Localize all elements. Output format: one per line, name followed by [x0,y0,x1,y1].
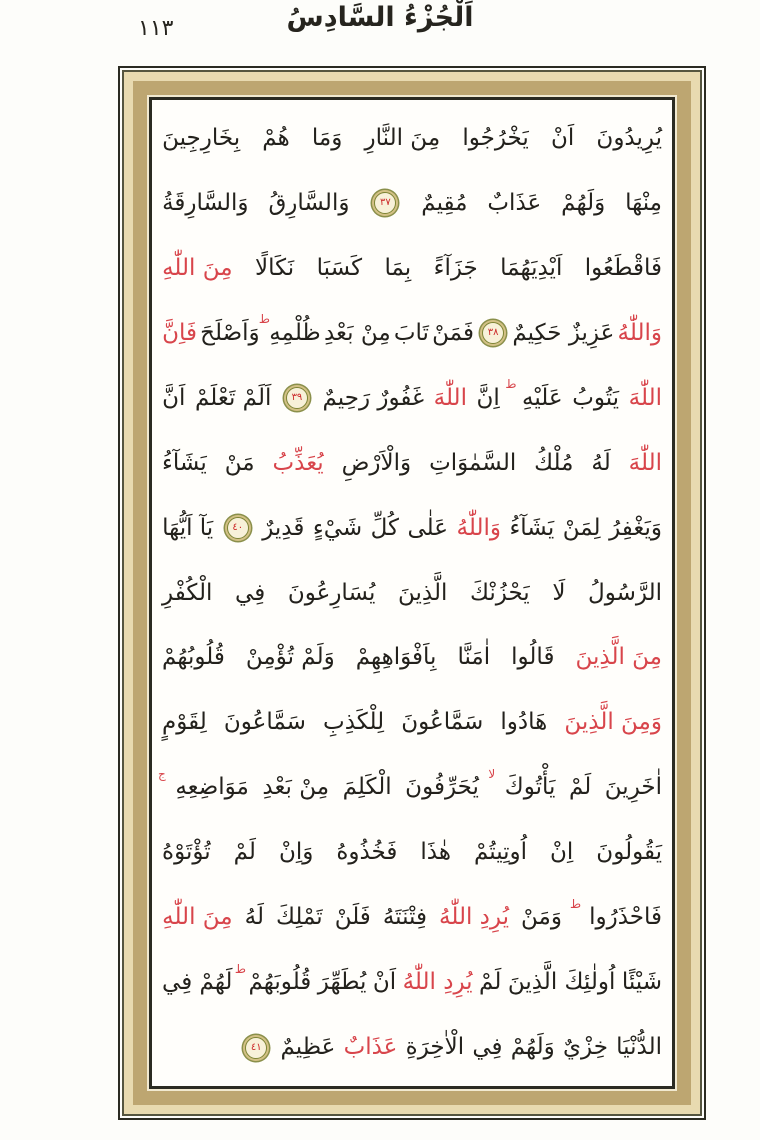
verse-end-marker [227,517,249,539]
ayah-word: فِي [472,1034,503,1061]
ayah-word: فِتْنَتَهُ [382,904,427,931]
ayah-word: اِنْ [550,839,574,866]
ayah-word: لِمَنْ [562,514,601,541]
quran-line-13 [162,885,662,950]
ayah-word: هٰذَا [420,839,451,866]
ayah-word: بِاَفْوَاهِهِمْ [355,644,437,671]
ayah-word: عَزِيزٌ حَكِيمٌ [512,319,615,346]
ayah-word: يَشَآءُ [509,514,555,541]
quran-line-15 [162,1015,662,1080]
ayah-word: اَيْدِيَهُمَا [500,254,563,281]
ayah-word: يَآ اَيُّهَا [162,514,214,541]
ayah-word: الْكُفْرِ [162,579,213,606]
waqf-sign: ط [258,312,270,327]
ayah-word: مُقِيمٌ [421,189,468,216]
verse-number: ٣٩ [291,392,303,404]
ayah-word: يَحْزُنْكَ [469,579,530,606]
ayah-word-highlighted: اللّٰهَ [628,384,662,411]
verse-end-marker [286,387,308,409]
ayah-word: يَتُوبُ [572,384,620,411]
waqf-sign: لا [488,766,496,781]
ayah-word: لَمْ [233,839,256,866]
ayah-word: فَاقْطَعُوا [584,254,662,281]
ayah-word: اٰمَنَّا [457,644,491,671]
ayah-word: لَهُ [244,904,264,931]
ayah-word: مَوَاضِعِهِ [175,774,249,801]
verse-end-marker [374,192,396,214]
ayah-word: السَّمٰوَاتِ [429,449,517,476]
verse-number: ٣٨ [487,327,499,339]
ayah-word: وَالْاَرْضِ [341,449,412,476]
ayah-word: فَلَنْ [334,904,371,931]
ayah-word: وَمَا [311,124,343,151]
ayah-word: مِنْهَا [625,189,662,216]
waqf-sign: ط [234,961,247,976]
ayah-word: فَخُذُوهُ [336,839,398,866]
ayah-word: تُؤْتَوْهُ [162,839,211,866]
ayah-word: عَظِيمٌ [280,1034,336,1061]
ayah-word: هَادُوا [500,709,548,736]
ayah-word: اَنْ [372,969,397,996]
ayah-word: لَهُمْ فِي [162,969,233,996]
ayah-word: مِنْ بَعْدِ [262,774,330,801]
ayah-word: شَيْءٍ [312,514,363,541]
ayah-word-highlighted: يُرِدِ اللّٰهُ [439,904,509,931]
verse-end-marker [482,322,504,344]
ayah-word: وَلَهُمْ [561,189,606,216]
ayah-word: وَاَصْلَحَ [200,319,260,346]
ayah-word: نَكَالًا [254,254,295,281]
ayah-word: اُولٰئِكَ الَّذِينَ [507,969,616,996]
ayah-word: مِنَ النَّارِ [364,124,441,151]
ayah-word: قُلُوبَهُمْ [248,969,312,996]
waqf-sign: ج [158,766,166,781]
ayah-word: بِمَا [384,254,412,281]
page-number: ١١٣ [138,16,174,41]
ayah-word: مُلْكُ [534,449,574,476]
quran-line-10 [162,690,662,755]
quran-line-11 [158,755,662,820]
quran-line-8 [162,561,662,626]
ayah-word: تَابَ [393,319,429,346]
ayah-word-highlighted: اللّٰهَ [433,384,467,411]
ayah-word: يُرِيدُونَ [596,124,662,151]
ayah-word: الَّذِينَ [397,579,448,606]
ayah-word: لَمْ [479,969,502,996]
ayah-word: سَمَّاعُونَ [223,709,306,736]
ayah-word: وَالسَّارِقُ [268,189,350,216]
ayah-word: اَلَمْ تَعْلَمْ [194,384,272,411]
verse-number: ٤١ [250,1041,262,1053]
ayah-word: الدُّنْيَا [616,1034,662,1061]
quran-line-3 [162,236,662,301]
verse-number: ٤٠ [232,522,244,534]
ayah-word-highlighted: وَاللّٰهُ [617,319,662,346]
ayah-word: يُحَرِّفُونَ [405,774,479,801]
ayah-word: يَشَآءُ [162,449,207,476]
ayah-word: كَسَبَا [316,254,363,281]
ayah-word: فِي [235,579,266,606]
ayah-word: اَنْ [550,124,575,151]
ayah-word: بِخَارِجِينَ [162,124,241,151]
ayah-word: تَمْلِكَ [275,904,323,931]
ayah-word: جَزَآءً [433,254,478,281]
ayah-word: وَالسَّارِقَةُ [162,189,249,216]
quran-line-5 [162,366,662,431]
ayah-word: وَاِنْ [278,839,314,866]
ayah-word: الرَّسُولُ [588,579,662,606]
ayah-word: فَمَنْ [432,319,474,346]
ayah-word: قُلُوبُهُمْ [162,644,225,671]
ayah-word-highlighted: فَاِنَّ [162,319,197,346]
quran-line-1 [162,106,662,171]
ayah-word: ظُلْمِهِ [269,319,321,346]
quran-line-2 [162,171,662,236]
quran-line-14 [162,950,662,1015]
ayah-word: لَمْ [568,774,592,801]
quran-text-lines [158,106,662,1080]
juz-title: اَلْجُزْءُ السَّادِسُ [286,2,474,33]
ayah-word-highlighted: اللّٰهَ [628,449,662,476]
ayah-word: غَفُورٌ رَحِيمٌ [322,384,425,411]
ayah-word: هُمْ [262,124,290,151]
ayah-word: قَدِيرٌ [262,514,305,541]
ayah-word: اٰخَرِينَ [604,774,662,801]
ayah-word-highlighted: عَذَابٌ [343,1034,398,1061]
ayah-word: كُلِّ [370,514,400,541]
ayah-word: مِنْ بَعْدِ [323,319,391,346]
ayah-word: فَاحْذَرُوا [589,904,662,931]
mushaf-page-frame [152,100,672,1086]
ayah-word: لِلْكَذِبِ [323,709,385,736]
waqf-sign: ط [505,377,517,392]
ayah-word: الْاٰخِرَةِ [405,1034,465,1061]
ayah-word-highlighted: يُعَذِّبُ [272,449,324,476]
ayah-word: وَلَمْ تُؤْمِنْ [245,644,335,671]
quran-line-12 [162,820,662,885]
ayah-word: قَالُوا [511,644,555,671]
ayah-word-highlighted: مِنَ اللّٰهِ [162,254,233,281]
ayah-word: وَيَغْفِرُ [609,514,662,541]
ayah-word-highlighted: مِنَ الَّذِينَ [575,644,662,671]
ayah-word: اَنَّ [162,384,186,411]
ayah-word: شَيْئًا [621,969,662,996]
ayah-word-highlighted: وَمِنَ الَّذِينَ [564,709,662,736]
verse-end-marker [245,1037,267,1059]
waqf-sign: ط [569,896,582,911]
quran-line-4 [162,301,662,366]
ayah-word: يَخْرُجُوا [462,124,529,151]
ayah-word: وَمَنْ [521,904,562,931]
ayah-word: لِقَوْمٍ [162,709,207,736]
ayah-word: اُوتِيتُمْ [473,839,528,866]
ayah-word: عَلٰى [407,514,449,541]
ayah-word: عَذَابٌ [487,189,542,216]
ayah-word: اِنَّ [476,384,500,411]
ayah-word-highlighted: يُرِدِ اللّٰهُ [402,969,473,996]
ayah-word: وَلَهُمْ [510,1034,555,1061]
ayah-word-highlighted: وَاللّٰهُ [456,514,501,541]
ayah-word: يَقُولُونَ [596,839,662,866]
ayah-word: خِزْيٌ [563,1034,608,1061]
ayah-word: الْكَلِمَ [342,774,392,801]
quran-line-7 [162,496,662,561]
ayah-word: يَأْتُوكَ [504,774,556,801]
line-end-spacer [162,1047,232,1048]
ayah-word: مَنْ [224,449,255,476]
ayah-word-highlighted: مِنَ اللّٰهِ [162,904,233,931]
ayah-word: يُطَهِّرَ [317,969,367,996]
ayah-word: لَهُ [591,449,611,476]
quran-line-6 [162,431,662,496]
quran-line-9 [162,626,662,691]
verse-number: ٣٧ [379,197,391,209]
ayah-word: عَلَيْهِ [522,384,563,411]
ayah-word: يُسَارِعُونَ [287,579,376,606]
ayah-word: سَمَّاعُونَ [401,709,484,736]
ayah-word: لَا [552,579,566,606]
